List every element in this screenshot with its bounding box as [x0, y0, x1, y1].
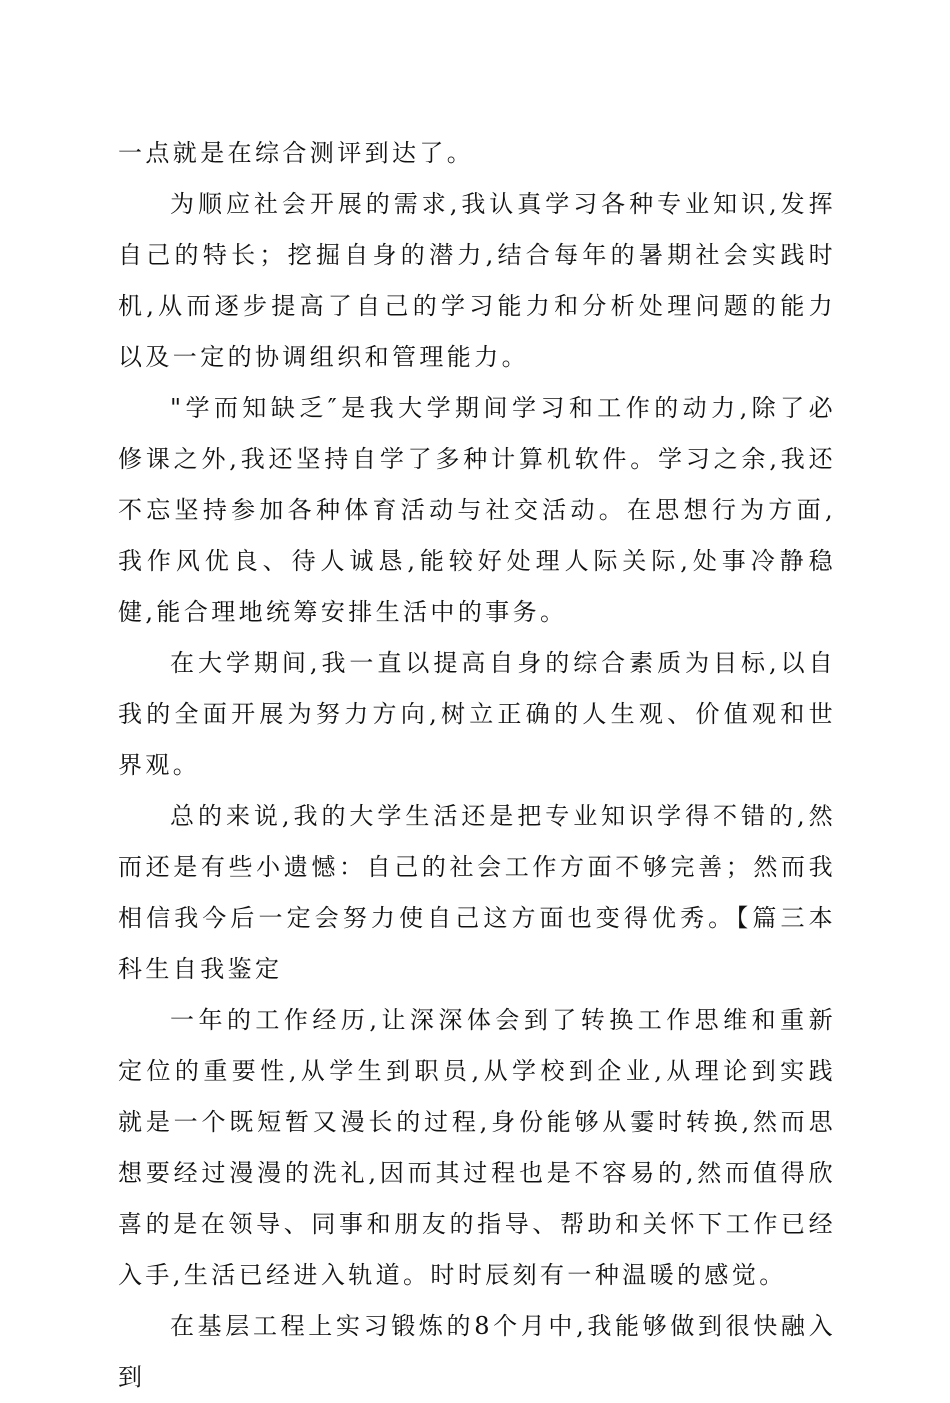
paragraph-3: "学而知缺乏″是我大学期间学习和工作的动力,除了必修课之外,我还坚持自学了多种计算机软件。学习之余,我还不忘坚持参加各种体育活动与社交活动。在思想行为方面,我作风优良、待人诚恳,能较好处理人际关际,处事冷静稳健,能合理地统筹安排生活中的事务。	[118, 394, 836, 626]
paragraph-4: 在大学期间,我一直以提高自身的综合素质为目标,以自我的全面开展为努力方向,树立正确的人生观、价值观和世界观。	[118, 649, 836, 779]
paragraph-7: 在基层工程上实习锻炼的8个月中,我能够做到很快融入到	[118, 1312, 836, 1391]
document-page	[118, 128, 836, 1403]
paragraph-5: 总的来说,我的大学生活还是把专业知识学得不错的,然而还是有些小遗憾：自己的社会工作方面不够完善；然而我相信我今后一定会努力使自己这方面也变得优秀。【篇三本科生自我鉴定	[118, 802, 836, 983]
paragraph-6: 一年的工作经历,让深深体会到了转换工作思维和重新定位的重要性,从学生到职员,从学校到企业,从理论到实践就是一个既短暂又漫长的过程,身份能够从霎时转换,然而思想要经过漫漫的洗礼,因而其过程也是不容易的,然而值得欣喜的是在领导、同事和朋友的指导、帮助和关怀下工作已经入手,生活已经进入轨道。时时辰刻有一种温暖的感觉。	[118, 1006, 836, 1289]
paragraph-2: 为顺应社会开展的需求,我认真学习各种专业知识,发挥自己的特长；挖掘自身的潜力,结合每年的暑期社会实践时机,从而逐步提高了自己的学习能力和分析处理问题的能力以及一定的协调组织和管理能力。	[118, 190, 836, 371]
paragraph-1: 一点就是在综合测评到达了。	[118, 139, 475, 167]
